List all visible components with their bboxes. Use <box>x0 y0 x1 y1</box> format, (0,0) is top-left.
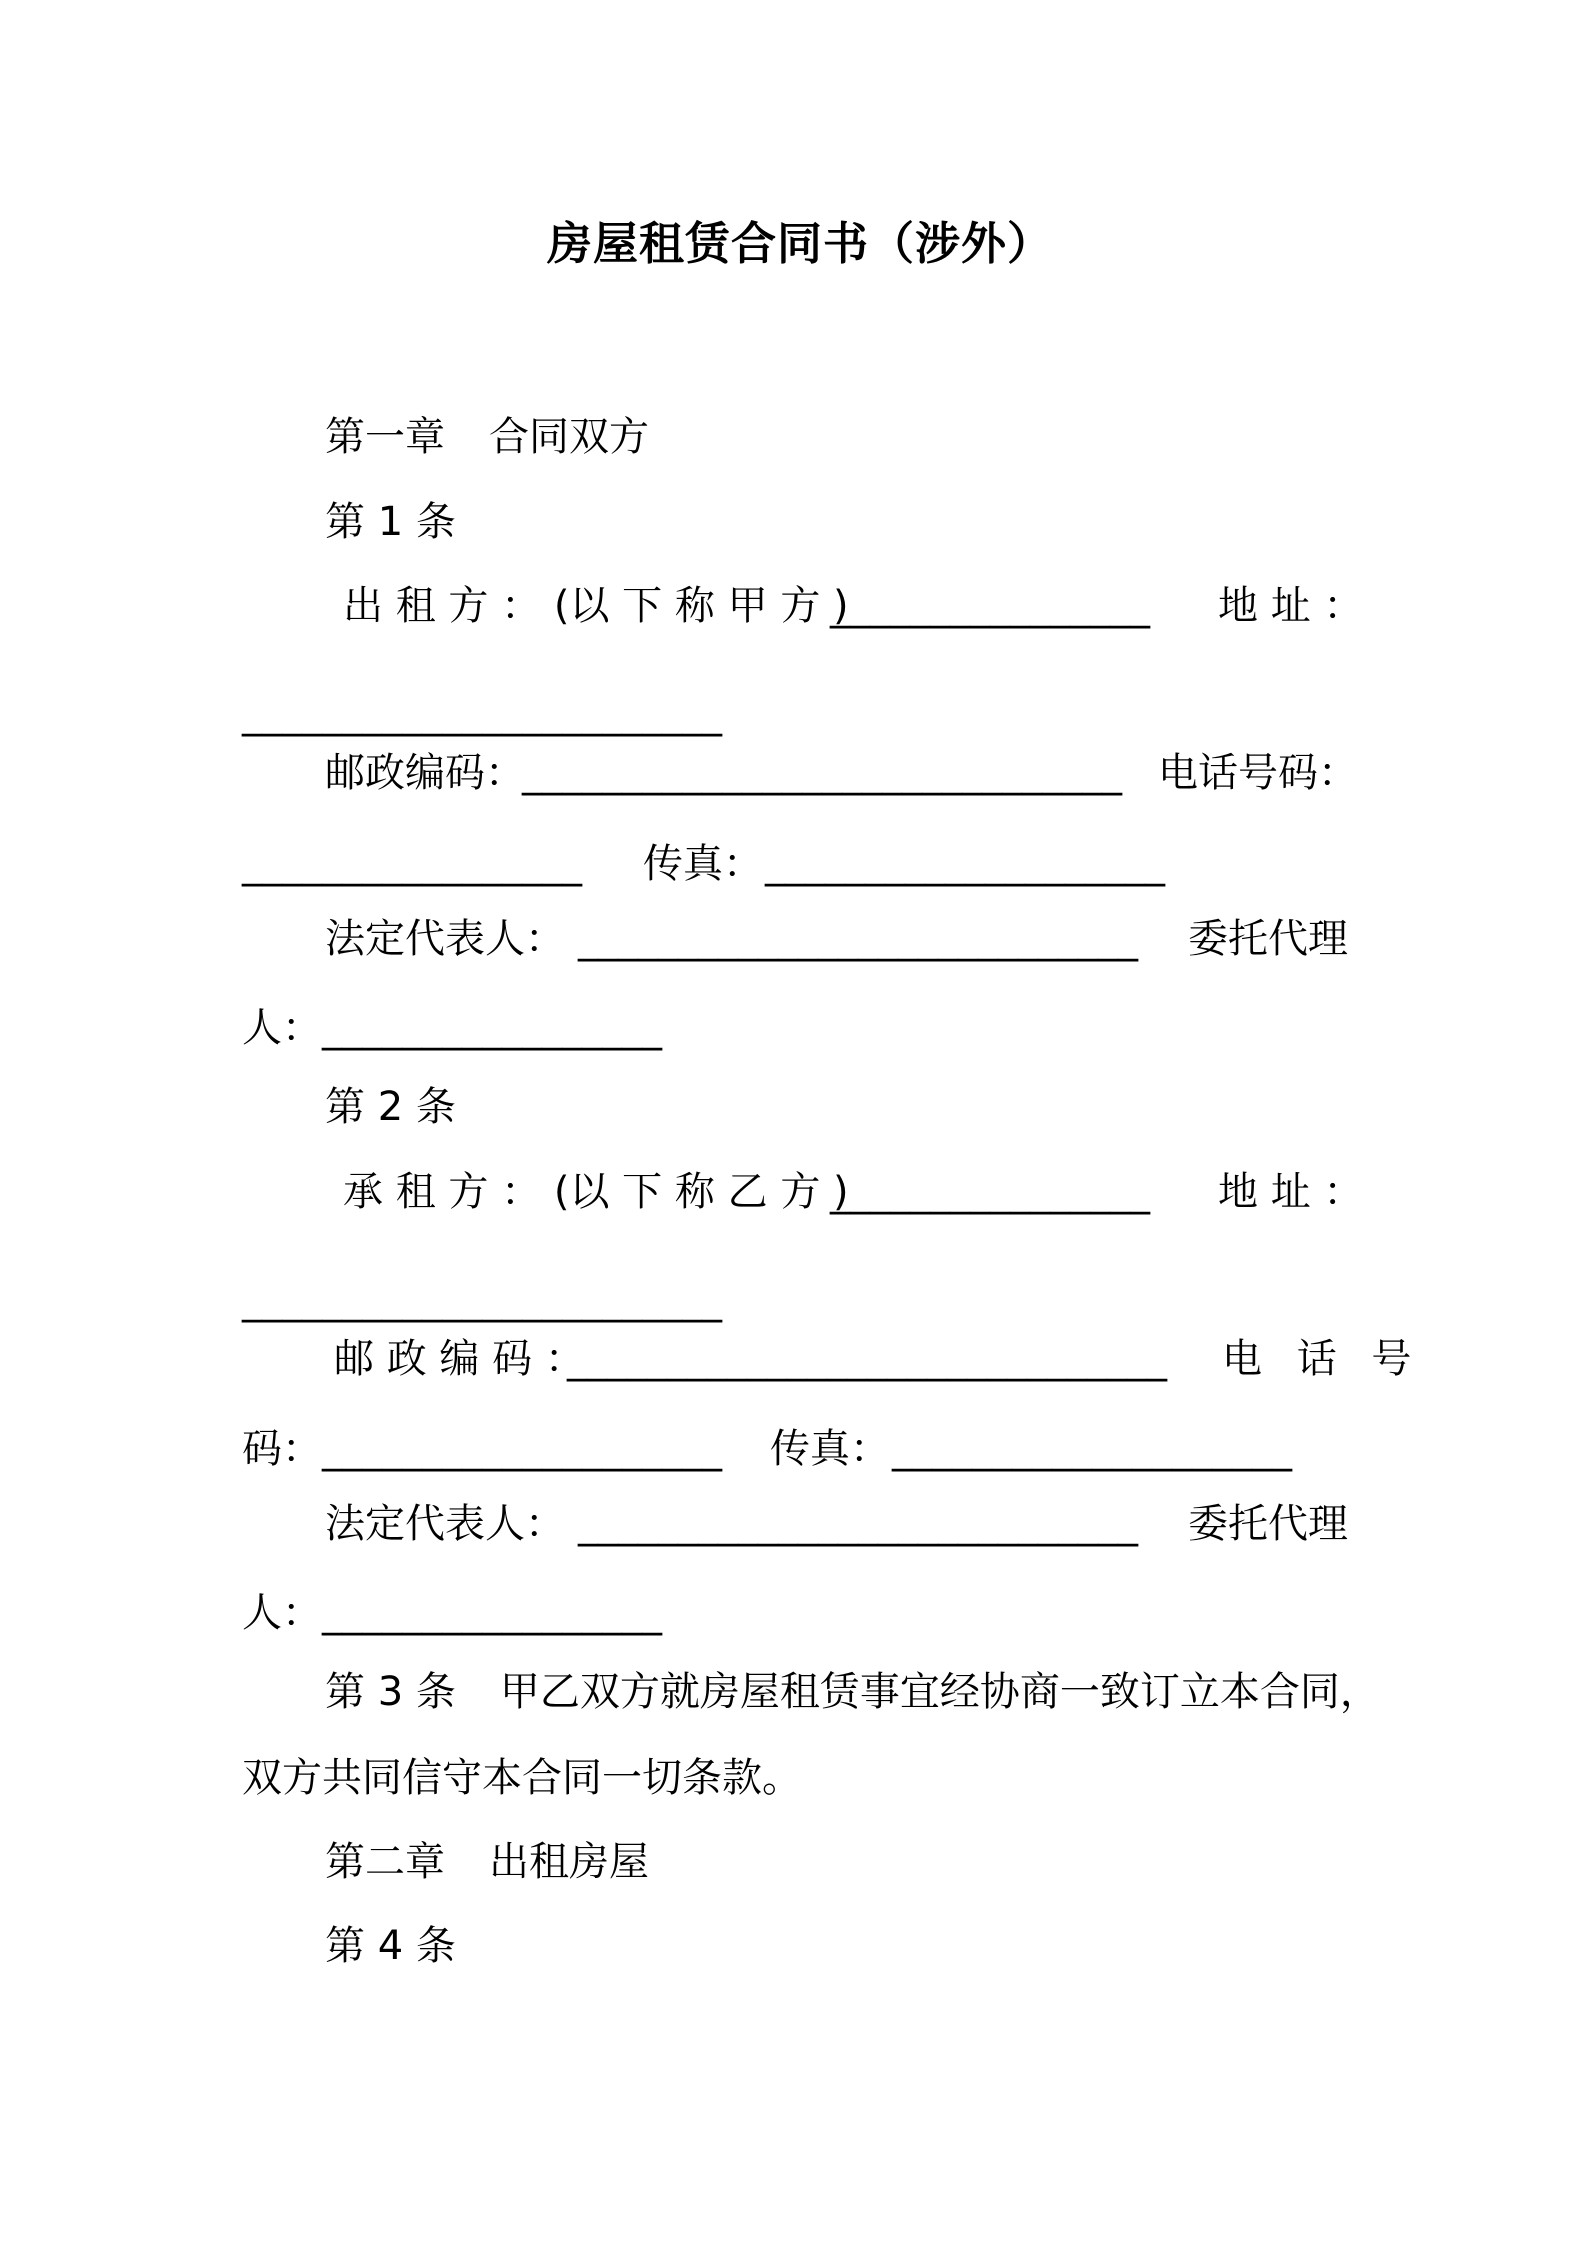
chapter-number: 第一章 <box>325 414 445 460</box>
lessor-address-label: 地 址 ： <box>1218 583 1364 629</box>
lessor-agent-label: 委托代理 <box>1188 916 1348 962</box>
article-1-heading: 第 1 条 <box>325 499 456 545</box>
lessor-phone-label: 电话号码： <box>1158 750 1358 796</box>
article-4-heading: 第 4 条 <box>325 1923 456 1969</box>
lessee-blank: ________________ <box>830 1169 1150 1215</box>
lessee-address-label: 地 址 ： <box>1218 1169 1364 1215</box>
lessee-rep-blank: ____________________________ <box>578 1501 1138 1547</box>
lessor-rep-label: 法定代表人： <box>325 916 565 962</box>
lessee-postal-label: 邮 政 编 码 ： <box>334 1336 585 1382</box>
chapter-1-heading <box>325 413 649 461</box>
lessee-agent-blank: _________________ <box>322 1590 662 1636</box>
chapter-name: 合同双方 <box>489 414 649 460</box>
chapter-number: 第二章 <box>325 1839 445 1885</box>
lessee-agent-label: 委托代理 <box>1188 1501 1348 1547</box>
lessor-postal-label: 邮政编码： <box>325 750 525 796</box>
lessee-rep-label: 法定代表人： <box>325 1501 565 1547</box>
lessee-postal-blank: ______________________________ <box>567 1336 1167 1382</box>
lessee-fax-blank: ____________________ <box>892 1426 1292 1472</box>
lessee-address-blank: ________________________ <box>242 1277 722 1323</box>
lessor-address-blank: ________________________ <box>242 691 722 737</box>
lessee-phone-label-cont: 码： <box>242 1426 322 1472</box>
lessor-fax-blank: ____________________ <box>765 841 1165 887</box>
article-3-paragraph <box>325 1668 1380 1716</box>
article-3-heading: 第 3 条 <box>325 1669 456 1715</box>
lessor-agent-blank: _________________ <box>322 1005 662 1051</box>
chapter-2-heading <box>325 1838 649 1886</box>
chapter-name: 出租房屋 <box>489 1839 649 1885</box>
lessor-rep-blank: ____________________________ <box>578 916 1138 962</box>
lessee-agent-label-cont: 人： <box>242 1590 322 1636</box>
document-title: 房屋租赁合同书（涉外） <box>547 217 1054 270</box>
lessor-agent-label-cont: 人： <box>242 1005 322 1051</box>
lessor-phone-blank: _________________ <box>242 841 582 887</box>
article-2-heading: 第 2 条 <box>325 1084 456 1130</box>
article-3-text-cont: 双方共同信守本合同一切条款。 <box>242 1755 802 1801</box>
lessor-blank: ________________ <box>830 583 1150 629</box>
lessor-postal-blank: ______________________________ <box>522 750 1122 796</box>
lessor-fax-label: 传真： <box>643 841 763 887</box>
article-3-text: 甲乙双方就房屋租赁事宜经协商一致订立本合同， <box>499 1669 1380 1715</box>
lessee-phone-blank: ____________________ <box>322 1426 722 1472</box>
lessor-label: 出 租 方 ： (以 下 称 甲 方 ) <box>343 583 849 629</box>
lessee-label: 承 租 方 ： (以 下 称 乙 方 ) <box>343 1169 849 1215</box>
lessee-fax-label: 传真： <box>770 1426 890 1472</box>
lessee-phone-label: 电 话 号 <box>1222 1336 1423 1382</box>
